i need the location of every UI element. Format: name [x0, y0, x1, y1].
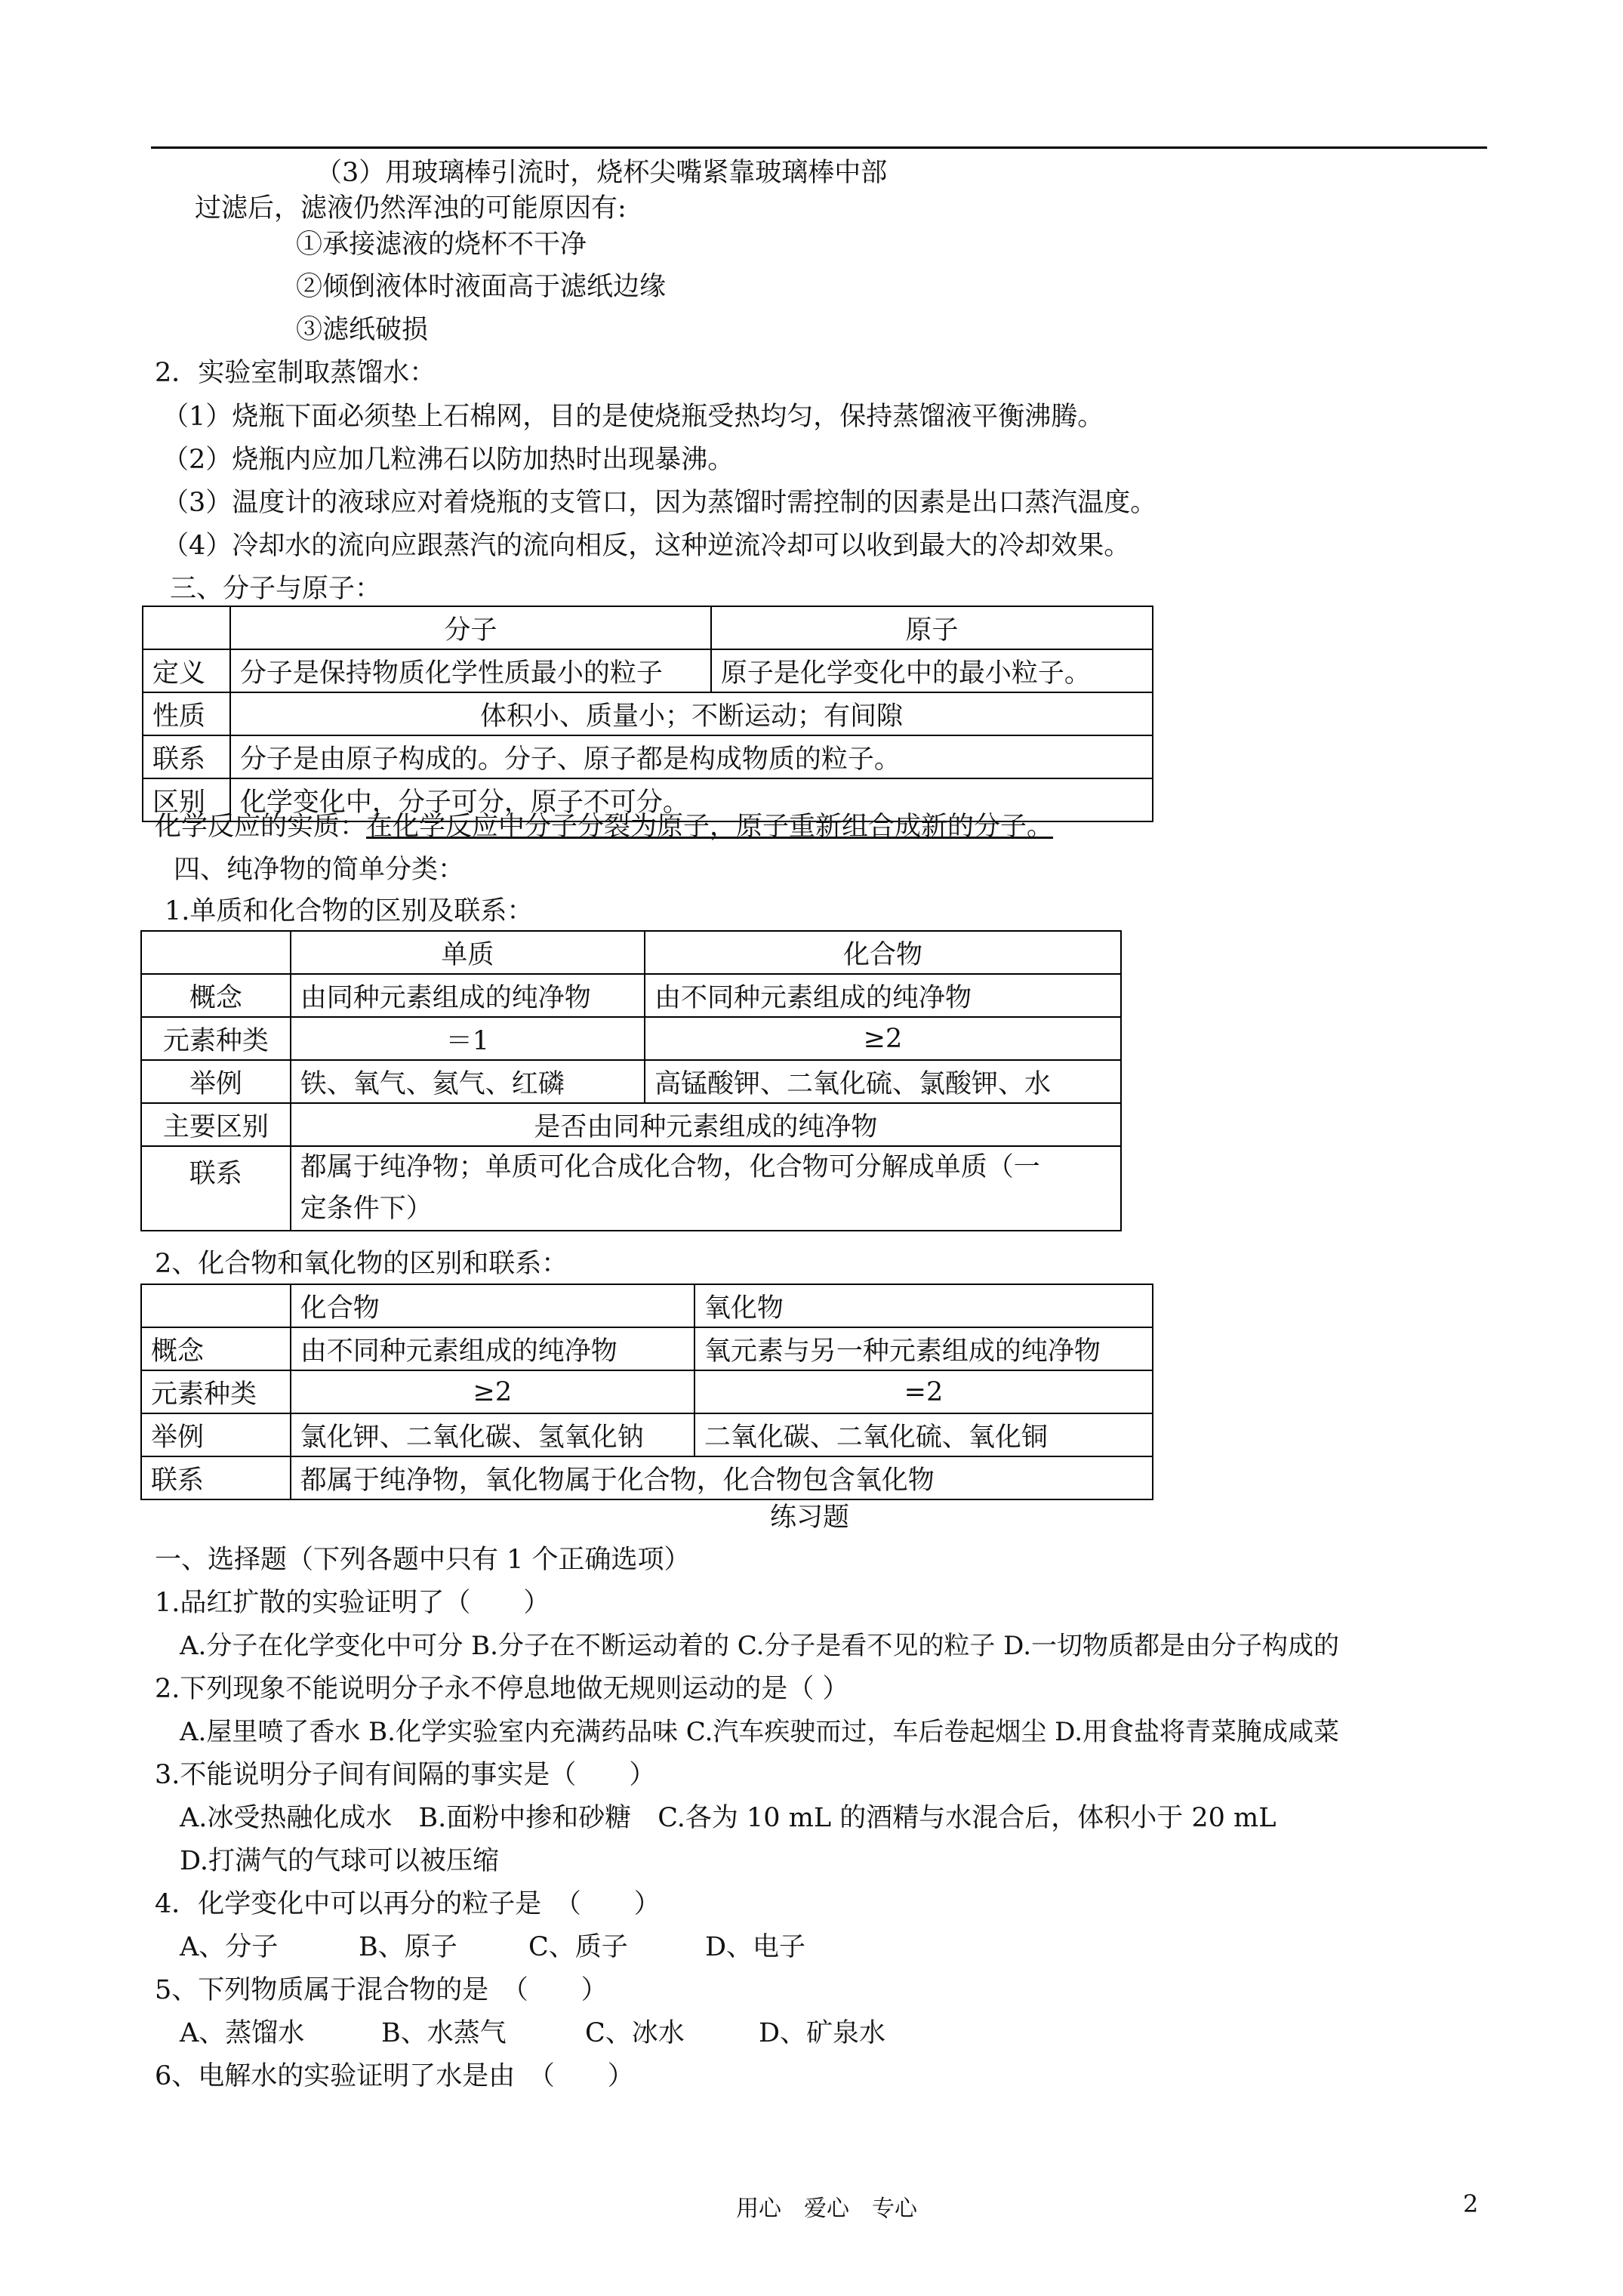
link-text-line-1: 都属于纯净物；单质可化合成化合物，化合物可分解成单质（一 [300, 1152, 1040, 1182]
table-header: 氧化物 [694, 1284, 1153, 1327]
question-3: 3.不能说明分子间有间隔的事实是（ ） [155, 1760, 656, 1790]
exercises-title: 练习题 [770, 1502, 850, 1533]
table-cell: 是否由同种元素组成的纯净物 [291, 1103, 1121, 1146]
table-row [141, 974, 1121, 1017]
link-text-line-2: 定条件下） [300, 1194, 433, 1224]
table-cell: ≥2 [645, 1017, 1121, 1060]
table-cell: 分子是由原子构成的。分子、原子都是构成物质的粒子。 [230, 735, 1153, 778]
table-cell: 氧元素与另一种元素组成的纯净物 [694, 1327, 1153, 1370]
section3-title: 三、分子与原子： [170, 574, 382, 604]
distill-title: 2．实验室制取蒸馏水： [155, 358, 436, 388]
table-row [141, 1327, 1153, 1370]
compound-oxide-table [140, 1284, 1153, 1500]
question-3-options-1: A.冰受热融化成水 B.面粉中掺和砂糖 C.各为 10 mL 的酒精与水混合后，体积小于 20 mL [180, 1803, 1277, 1833]
footer-motto: 用心 爱心 专心 [736, 2196, 917, 2222]
table-header: 分子 [230, 606, 711, 649]
table-header: 原子 [711, 606, 1153, 649]
question-1: 1.品红扩散的实验证明了（ ） [155, 1588, 550, 1618]
table-row [143, 735, 1153, 778]
table-row [141, 931, 1121, 974]
question-2: 2.下列现象不能说明分子永不停息地做无规则运动的是（ ） [155, 1674, 849, 1704]
row-label: 定义 [143, 649, 230, 692]
table-header: 单质 [291, 931, 645, 974]
question-4-option-c: C、质子 [528, 1932, 628, 1962]
section4-sub1: 1.单质和化合物的区别及联系： [165, 896, 534, 926]
question-4-option-a: A、分子 [180, 1932, 279, 1962]
reaction-essence [155, 810, 1053, 843]
question-5: 5、下列物质属于混合物的是 （ ） [155, 1975, 608, 2005]
question-5-option-c: C、冰水 [585, 2018, 685, 2048]
row-label: 举例 [141, 1413, 291, 1456]
table-row [141, 1370, 1153, 1413]
question-4-option-d: D、电子 [705, 1932, 806, 1962]
table-cell: 由不同种元素组成的纯净物 [645, 974, 1121, 1017]
row-label: 元素种类 [141, 1370, 291, 1413]
distill-item-3: （3）温度计的液球应对着烧瓶的支管口，因为蒸馏时需控制的因素是出口蒸汽温度。 [162, 488, 1157, 518]
table-cell: 氯化钾、二氧化碳、氢氧化钠 [291, 1413, 694, 1456]
table-cell: 原子是化学变化中的最小粒子。 [711, 649, 1153, 692]
table-cell: =2 [694, 1370, 1153, 1413]
page-number: 2 [1463, 2190, 1479, 2218]
filter-reason-2: ②倾倒液体时液面高于滤纸边缘 [296, 272, 667, 302]
table-cell: 体积小、质量小；不断运动；有间隙 [230, 692, 1153, 735]
filter-reason-1: ①承接滤液的烧杯不干净 [296, 230, 587, 260]
table-row [141, 1413, 1153, 1456]
question-5-option-a: A、蒸馏水 [180, 2018, 305, 2048]
table-cell [291, 1146, 1121, 1231]
table-cell: 都属于纯净物，氧化物属于化合物，化合物包含氧化物 [291, 1456, 1153, 1499]
row-label: 联系 [141, 1456, 291, 1499]
exercises-section: 一、选择题（下列各题中只有 1 个正确选项） [155, 1545, 691, 1575]
table-row [143, 692, 1153, 735]
row-label: 联系 [141, 1146, 291, 1231]
table-row [143, 606, 1153, 649]
header-rule [151, 146, 1487, 149]
distill-item-2: （2）烧瓶内应加几粒沸石以防加热时出现暴沸。 [162, 445, 735, 475]
table-header: 化合物 [291, 1284, 694, 1327]
table-cell: 化学变化中，分子可分，原子不可分。 [230, 778, 1153, 821]
table-cell [143, 606, 230, 649]
row-label: 元素种类 [141, 1017, 291, 1060]
table-cell: 铁、氧气、氦气、红磷 [291, 1060, 645, 1103]
distill-item-4: （4）冷却水的流向应跟蒸汽的流向相反，这种逆流冷却可以收到最大的冷却效果。 [162, 531, 1131, 561]
row-label: 性质 [143, 692, 230, 735]
question-1-options: A.分子在化学变化中可分 B.分子在不断运动着的 C.分子是看不见的粒子 D.一切物质都是由分子构成的 [180, 1631, 1340, 1661]
filter-reason-3: ③滤纸破损 [296, 315, 429, 345]
section4-sub2: 2、化合物和氧化物的区别和联系： [155, 1249, 568, 1279]
table-cell: ＝1 [291, 1017, 645, 1060]
molecule-atom-table [142, 606, 1153, 822]
table-row [141, 1284, 1153, 1327]
row-label: 举例 [141, 1060, 291, 1103]
element-compound-table [140, 930, 1122, 1231]
table-row [141, 1017, 1121, 1060]
distill-item-1: （1）烧瓶下面必须垫上石棉网，目的是使烧瓶受热均匀，保持蒸馏液平衡沸腾。 [162, 402, 1104, 432]
filter-item-3: （3）用玻璃棒引流时，烧杯尖嘴紧靠玻璃棒中部 [316, 158, 888, 188]
question-6: 6、电解水的实验证明了水是由 （ ） [155, 2061, 634, 2091]
question-3-options-2: D.打满气的气球可以被压缩 [180, 1846, 499, 1876]
table-header: 化合物 [645, 931, 1121, 974]
table-row [141, 1060, 1121, 1103]
row-label: 概念 [141, 1327, 291, 1370]
question-5-option-b: B、水蒸气 [381, 2018, 507, 2048]
table-cell: 二氧化碳、二氧化硫、氧化铜 [694, 1413, 1153, 1456]
table-row [143, 649, 1153, 692]
section4-title: 四、纯净物的简单分类： [174, 855, 465, 885]
row-label: 概念 [141, 974, 291, 1017]
question-2-options: A.屋里喷了香水 B.化学实验室内充满药品味 C.汽车疾驶而过，车后卷起烟尘 D.用食盐将青菜腌成咸菜 [180, 1717, 1340, 1747]
table-cell: 分子是保持物质化学性质最小的粒子 [230, 649, 711, 692]
table-cell: 高锰酸钾、二氧化硫、氯酸钾、水 [645, 1060, 1121, 1103]
essence-text: 在化学反应中分子分裂为原子，原子重新组合成新的分子。 [366, 812, 1054, 842]
row-label: 主要区别 [141, 1103, 291, 1146]
table-cell [141, 931, 291, 974]
table-row [141, 1456, 1153, 1499]
table-cell: 由不同种元素组成的纯净物 [291, 1327, 694, 1370]
filter-reason-intro: 过滤后，滤液仍然浑浊的可能原因有: [195, 193, 627, 223]
table-cell: ≥2 [291, 1370, 694, 1413]
question-4-option-b: B、原子 [359, 1932, 457, 1962]
question-4: 4．化学变化中可以再分的粒子是 （ ） [155, 1889, 661, 1919]
table-cell: 由同种元素组成的纯净物 [291, 974, 645, 1017]
question-5-option-d: D、矿泉水 [759, 2018, 886, 2048]
essence-label: 化学反应的实质： [155, 812, 367, 842]
table-cell [141, 1284, 291, 1327]
row-label: 联系 [143, 735, 230, 778]
row-label: 区别 [143, 778, 230, 821]
table-row [141, 1146, 1121, 1231]
table-row [141, 1103, 1121, 1146]
